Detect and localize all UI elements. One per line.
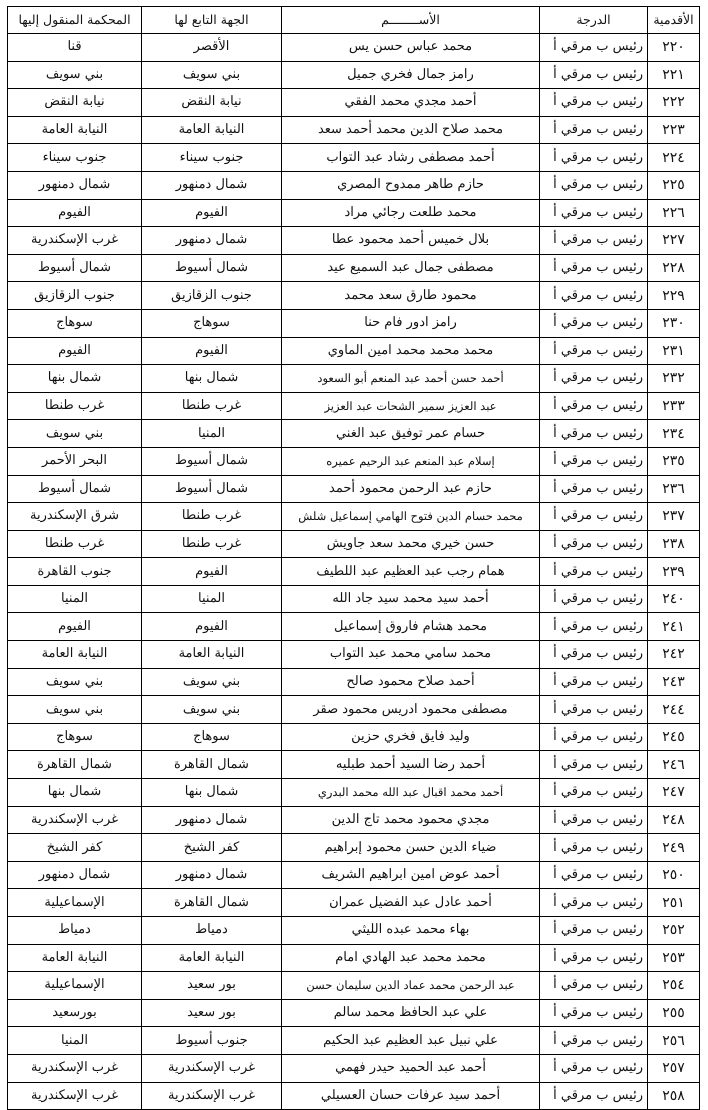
seniority-cell: ٢٥٠ [648,861,700,889]
department-cell: شمال القاهرة [142,889,282,917]
grade-cell: رئيس ب مرقي أ [540,723,648,751]
table-row [8,61,700,89]
destination-court-cell: سوهاج [8,309,142,337]
seniority-cell: ٢٢٩ [648,282,700,310]
destination-court-cell: النيابة العامة [8,116,142,144]
name-cell: أحمد رضا السيد أحمد طبليه [282,751,540,779]
grade-cell: رئيس ب مرقي أ [540,365,648,393]
name-cell: أحمد حسن أحمد عبد المنعم أبو السعود [282,365,540,393]
name-cell: رامز جمال فخري جميل [282,61,540,89]
seniority-cell: ٢٢٦ [648,199,700,227]
destination-court-cell: نيابة النقض [8,89,142,117]
name-cell: ضياء الدين حسن محمود إبراهيم [282,834,540,862]
name-cell: حازم طاهر ممدوح المصري [282,171,540,199]
seniority-cell: ٢٢٨ [648,254,700,282]
seniority-cell: ٢٣٩ [648,558,700,586]
grade-cell: رئيس ب مرقي أ [540,392,648,420]
grade-cell: رئيس ب مرقي أ [540,420,648,448]
department-cell: جنوب الزقازيق [142,282,282,310]
name-cell: علي عبد الحافظ محمد سالم [282,999,540,1027]
grade-cell: رئيس ب مرقي أ [540,1082,648,1110]
destination-court-cell: شمال أسيوط [8,475,142,503]
table-row [8,171,700,199]
table-row [8,309,700,337]
destination-court-cell: غرب الإسكندرية [8,806,142,834]
department-cell: النيابة العامة [142,116,282,144]
destination-court-cell: الإسماعيلية [8,889,142,917]
grade-cell: رئيس ب مرقي أ [540,227,648,255]
destination-court-cell: النيابة العامة [8,641,142,669]
table-row [8,641,700,669]
department-cell: شمال بنها [142,779,282,807]
table-header-row [8,7,700,34]
table-row [8,89,700,117]
destination-court-cell: بني سويف [8,420,142,448]
table-row [8,503,700,531]
seniority-cell: ٢٤٨ [648,806,700,834]
grade-cell: رئيس ب مرقي أ [540,999,648,1027]
department-cell: غرب الإسكندرية [142,1054,282,1082]
department-cell: شمال أسيوط [142,254,282,282]
seniority-cell: ٢٢٣ [648,116,700,144]
name-cell: محمد سامي محمد عبد التواب [282,641,540,669]
seniority-cell: ٢٣٦ [648,475,700,503]
name-cell: أحمد عادل عبد الفضيل عمران [282,889,540,917]
destination-court-cell: بني سويف [8,61,142,89]
table-row [8,558,700,586]
department-cell: شمال أسيوط [142,447,282,475]
department-cell: الفيوم [142,613,282,641]
table-row [8,34,700,62]
name-cell: أحمد مجدي محمد الفقي [282,89,540,117]
destination-court-cell: غرب الإسكندرية [8,1054,142,1082]
name-cell: مصطفى جمال عبد السميع عيد [282,254,540,282]
grade-cell: رئيس ب مرقي أ [540,116,648,144]
department-cell: بني سويف [142,696,282,724]
destination-court-cell: بني سويف [8,696,142,724]
name-cell: وليد فايق فخري حزين [282,723,540,751]
department-cell: سوهاج [142,723,282,751]
table-row [8,365,700,393]
grade-cell: رئيس ب مرقي أ [540,558,648,586]
grade-cell: رئيس ب مرقي أ [540,889,648,917]
destination-court-cell: قنا [8,34,142,62]
destination-court-cell: سوهاج [8,723,142,751]
destination-court-cell: شمال القاهرة [8,751,142,779]
seniority-cell: ٢٣٤ [648,420,700,448]
name-cell: محمد طلعت رجائي مراد [282,199,540,227]
name-cell: علي نبيل عبد العظيم عبد الحكيم [282,1027,540,1055]
name-cell: بلال خميس أحمد محمود عطا [282,227,540,255]
destination-court-cell: جنوب القاهرة [8,558,142,586]
seniority-cell: ٢٣٧ [648,503,700,531]
name-cell: رامز ادور فام حنا [282,309,540,337]
department-cell: الفيوم [142,558,282,586]
seniority-cell: ٢٥٢ [648,917,700,945]
grade-cell: رئيس ب مرقي أ [540,530,648,558]
seniority-cell: ٢٤٤ [648,696,700,724]
destination-court-cell: دمياط [8,917,142,945]
name-cell: أحمد محمد اقبال عبد الله محمد البدري [282,779,540,807]
table-row [8,917,700,945]
seniority-cell: ٢٥٨ [648,1082,700,1110]
name-cell: عبد الرحمن محمد عماد الدين سليمان حسن [282,972,540,1000]
grade-cell: رئيس ب مرقي أ [540,861,648,889]
table-row [8,585,700,613]
grade-cell: رئيس ب مرقي أ [540,751,648,779]
destination-court-cell: جنوب الزقازيق [8,282,142,310]
name-cell: بهاء محمد عبده الليثي [282,917,540,945]
seniority-cell: ٢٤٠ [648,585,700,613]
department-cell: شمال دمنهور [142,171,282,199]
department-cell: دمياط [142,917,282,945]
table-row [8,116,700,144]
destination-court-cell: الفيوم [8,199,142,227]
grade-cell: رئيس ب مرقي أ [540,696,648,724]
department-cell: نيابة النقض [142,89,282,117]
department-cell: غرب طنطا [142,392,282,420]
department-cell: غرب طنطا [142,530,282,558]
grade-cell: رئيس ب مرقي أ [540,668,648,696]
name-cell: محمد حسام الدين فتوح الهامي إسماعيل شلش [282,503,540,531]
table-row [8,834,700,862]
grade-cell: رئيس ب مرقي أ [540,503,648,531]
seniority-cell: ٢٥٣ [648,944,700,972]
table-row [8,199,700,227]
department-cell: بني سويف [142,61,282,89]
destination-court-cell: شرق الإسكندرية [8,503,142,531]
grade-cell: رئيس ب مرقي أ [540,89,648,117]
grade-cell: رئيس ب مرقي أ [540,641,648,669]
name-cell: حسن خيري محمد سعد جاويش [282,530,540,558]
department-cell: بني سويف [142,668,282,696]
header-destination-court: المحكمة المنقول إليها [8,7,142,34]
table-row [8,144,700,172]
seniority-cell: ٢٥٧ [648,1054,700,1082]
seniority-cell: ٢٣٥ [648,447,700,475]
name-cell: أحمد سيد محمد سيد جاد الله [282,585,540,613]
destination-court-cell: غرب طنطا [8,530,142,558]
department-cell: المنيا [142,585,282,613]
destination-court-cell: شمال دمنهور [8,861,142,889]
destination-court-cell: شمال بنها [8,779,142,807]
table-body [8,34,700,1110]
name-cell: أحمد سيد عرفات حسان العسيلي [282,1082,540,1110]
destination-court-cell: المنيا [8,585,142,613]
table-row [8,751,700,779]
table-row [8,861,700,889]
destination-court-cell: غرب الإسكندرية [8,1082,142,1110]
department-cell: الفيوم [142,337,282,365]
department-cell: شمال أسيوط [142,475,282,503]
grade-cell: رئيس ب مرقي أ [540,282,648,310]
table-row [8,889,700,917]
department-cell: جنوب سيناء [142,144,282,172]
department-cell: شمال بنها [142,365,282,393]
seniority-cell: ٢٤٥ [648,723,700,751]
department-cell: غرب الإسكندرية [142,1082,282,1110]
seniority-cell: ٢٤٣ [648,668,700,696]
name-cell: همام رجب عبد العظيم عبد اللطيف [282,558,540,586]
grade-cell: رئيس ب مرقي أ [540,61,648,89]
destination-court-cell: بورسعيد [8,999,142,1027]
table-row [8,420,700,448]
table-row [8,613,700,641]
table-row [8,337,700,365]
seniority-cell: ٢٤٦ [648,751,700,779]
grade-cell: رئيس ب مرقي أ [540,944,648,972]
department-cell: جنوب أسيوط [142,1027,282,1055]
table-row [8,227,700,255]
seniority-cell: ٢٥٦ [648,1027,700,1055]
grade-cell: رئيس ب مرقي أ [540,613,648,641]
department-cell: المنيا [142,420,282,448]
table-row [8,779,700,807]
header-grade: الدرجة [540,7,648,34]
department-cell: سوهاج [142,309,282,337]
destination-court-cell: شمال دمنهور [8,171,142,199]
seniority-cell: ٢٢٢ [648,89,700,117]
name-cell: حسام عمر توفيق عبد الغني [282,420,540,448]
grade-cell: رئيس ب مرقي أ [540,972,648,1000]
grade-cell: رئيس ب مرقي أ [540,1027,648,1055]
destination-court-cell: كفر الشيخ [8,834,142,862]
seniority-cell: ٢٤٩ [648,834,700,862]
department-cell: بور سعيد [142,972,282,1000]
table-row [8,1054,700,1082]
seniority-cell: ٢٢٠ [648,34,700,62]
name-cell: محمد عباس حسن يس [282,34,540,62]
grade-cell: رئيس ب مرقي أ [540,144,648,172]
table-row [8,447,700,475]
department-cell: كفر الشيخ [142,834,282,862]
seniority-cell: ٢٥١ [648,889,700,917]
header-seniority: الأقدمية [648,7,700,34]
seniority-cell: ٢٣٢ [648,365,700,393]
department-cell: الأقصر [142,34,282,62]
seniority-cell: ٢٤١ [648,613,700,641]
table-row [8,475,700,503]
header-name: الأســــــــم [282,7,540,34]
name-cell: محمد محمد محمد امين الماوي [282,337,540,365]
table-row [8,254,700,282]
grade-cell: رئيس ب مرقي أ [540,199,648,227]
name-cell: إسلام عبد المنعم عبد الرحيم عميره [282,447,540,475]
name-cell: أحمد عبد الحميد حيدر فهمي [282,1054,540,1082]
grade-cell: رئيس ب مرقي أ [540,585,648,613]
seniority-cell: ٢٣١ [648,337,700,365]
department-cell: النيابة العامة [142,641,282,669]
seniority-cell: ٢٢٧ [648,227,700,255]
table-row [8,668,700,696]
department-cell: شمال دمنهور [142,861,282,889]
grade-cell: رئيس ب مرقي أ [540,309,648,337]
seniority-cell: ٢٤٢ [648,641,700,669]
destination-court-cell: جنوب سيناء [8,144,142,172]
destination-court-cell: شمال أسيوط [8,254,142,282]
destination-court-cell: الإسماعيلية [8,972,142,1000]
seniority-cell: ٢٣٣ [648,392,700,420]
name-cell: أحمد صلاح محمود صالح [282,668,540,696]
name-cell: محمد محمد عبد الهادي امام [282,944,540,972]
grade-cell: رئيس ب مرقي أ [540,447,648,475]
table-row [8,392,700,420]
grade-cell: رئيس ب مرقي أ [540,337,648,365]
grade-cell: رئيس ب مرقي أ [540,1054,648,1082]
table-row [8,972,700,1000]
table-row [8,944,700,972]
destination-court-cell: البحر الأحمر [8,447,142,475]
grade-cell: رئيس ب مرقي أ [540,779,648,807]
header-department: الجهة التابع لها [142,7,282,34]
table-row [8,1027,700,1055]
department-cell: شمال دمنهور [142,806,282,834]
grade-cell: رئيس ب مرقي أ [540,475,648,503]
seniority-cell: ٢٣٠ [648,309,700,337]
table-row [8,282,700,310]
table-row [8,999,700,1027]
destination-court-cell: غرب طنطا [8,392,142,420]
table-row [8,696,700,724]
table-row [8,1082,700,1110]
grade-cell: رئيس ب مرقي أ [540,34,648,62]
department-cell: غرب طنطا [142,503,282,531]
destination-court-cell: بني سويف [8,668,142,696]
document-sheet [8,6,700,1110]
seniority-cell: ٢٢١ [648,61,700,89]
destination-court-cell: الفيوم [8,613,142,641]
name-cell: أحمد عوض امين ابراهيم الشريف [282,861,540,889]
destination-court-cell: شمال بنها [8,365,142,393]
destination-court-cell: غرب الإسكندرية [8,227,142,255]
seniority-cell: ٢٣٨ [648,530,700,558]
grade-cell: رئيس ب مرقي أ [540,171,648,199]
department-cell: النيابة العامة [142,944,282,972]
grade-cell: رئيس ب مرقي أ [540,917,648,945]
name-cell: أحمد مصطفى رشاد عبد التواب [282,144,540,172]
name-cell: محمد هشام فاروق إسماعيل [282,613,540,641]
department-cell: شمال القاهرة [142,751,282,779]
seniority-cell: ٢٢٤ [648,144,700,172]
grade-cell: رئيس ب مرقي أ [540,254,648,282]
destination-court-cell: المنيا [8,1027,142,1055]
transfer-table [7,6,700,1110]
table-row [8,723,700,751]
name-cell: مجدي محمود محمد تاج الدين [282,806,540,834]
department-cell: الفيوم [142,199,282,227]
table-row [8,530,700,558]
seniority-cell: ٢٥٤ [648,972,700,1000]
table-row [8,806,700,834]
name-cell: محمد صلاح الدين محمد أحمد سعد [282,116,540,144]
seniority-cell: ٢٢٥ [648,171,700,199]
name-cell: محمود طارق سعد محمد [282,282,540,310]
department-cell: شمال دمنهور [142,227,282,255]
grade-cell: رئيس ب مرقي أ [540,806,648,834]
seniority-cell: ٢٥٥ [648,999,700,1027]
name-cell: مصطفى محمود ادريس محمود صقر [282,696,540,724]
name-cell: حازم عبد الرحمن محمود أحمد [282,475,540,503]
destination-court-cell: النيابة العامة [8,944,142,972]
seniority-cell: ٢٤٧ [648,779,700,807]
name-cell: عبد العزيز سمير الشحات عبد العزيز [282,392,540,420]
grade-cell: رئيس ب مرقي أ [540,834,648,862]
destination-court-cell: الفيوم [8,337,142,365]
department-cell: بور سعيد [142,999,282,1027]
